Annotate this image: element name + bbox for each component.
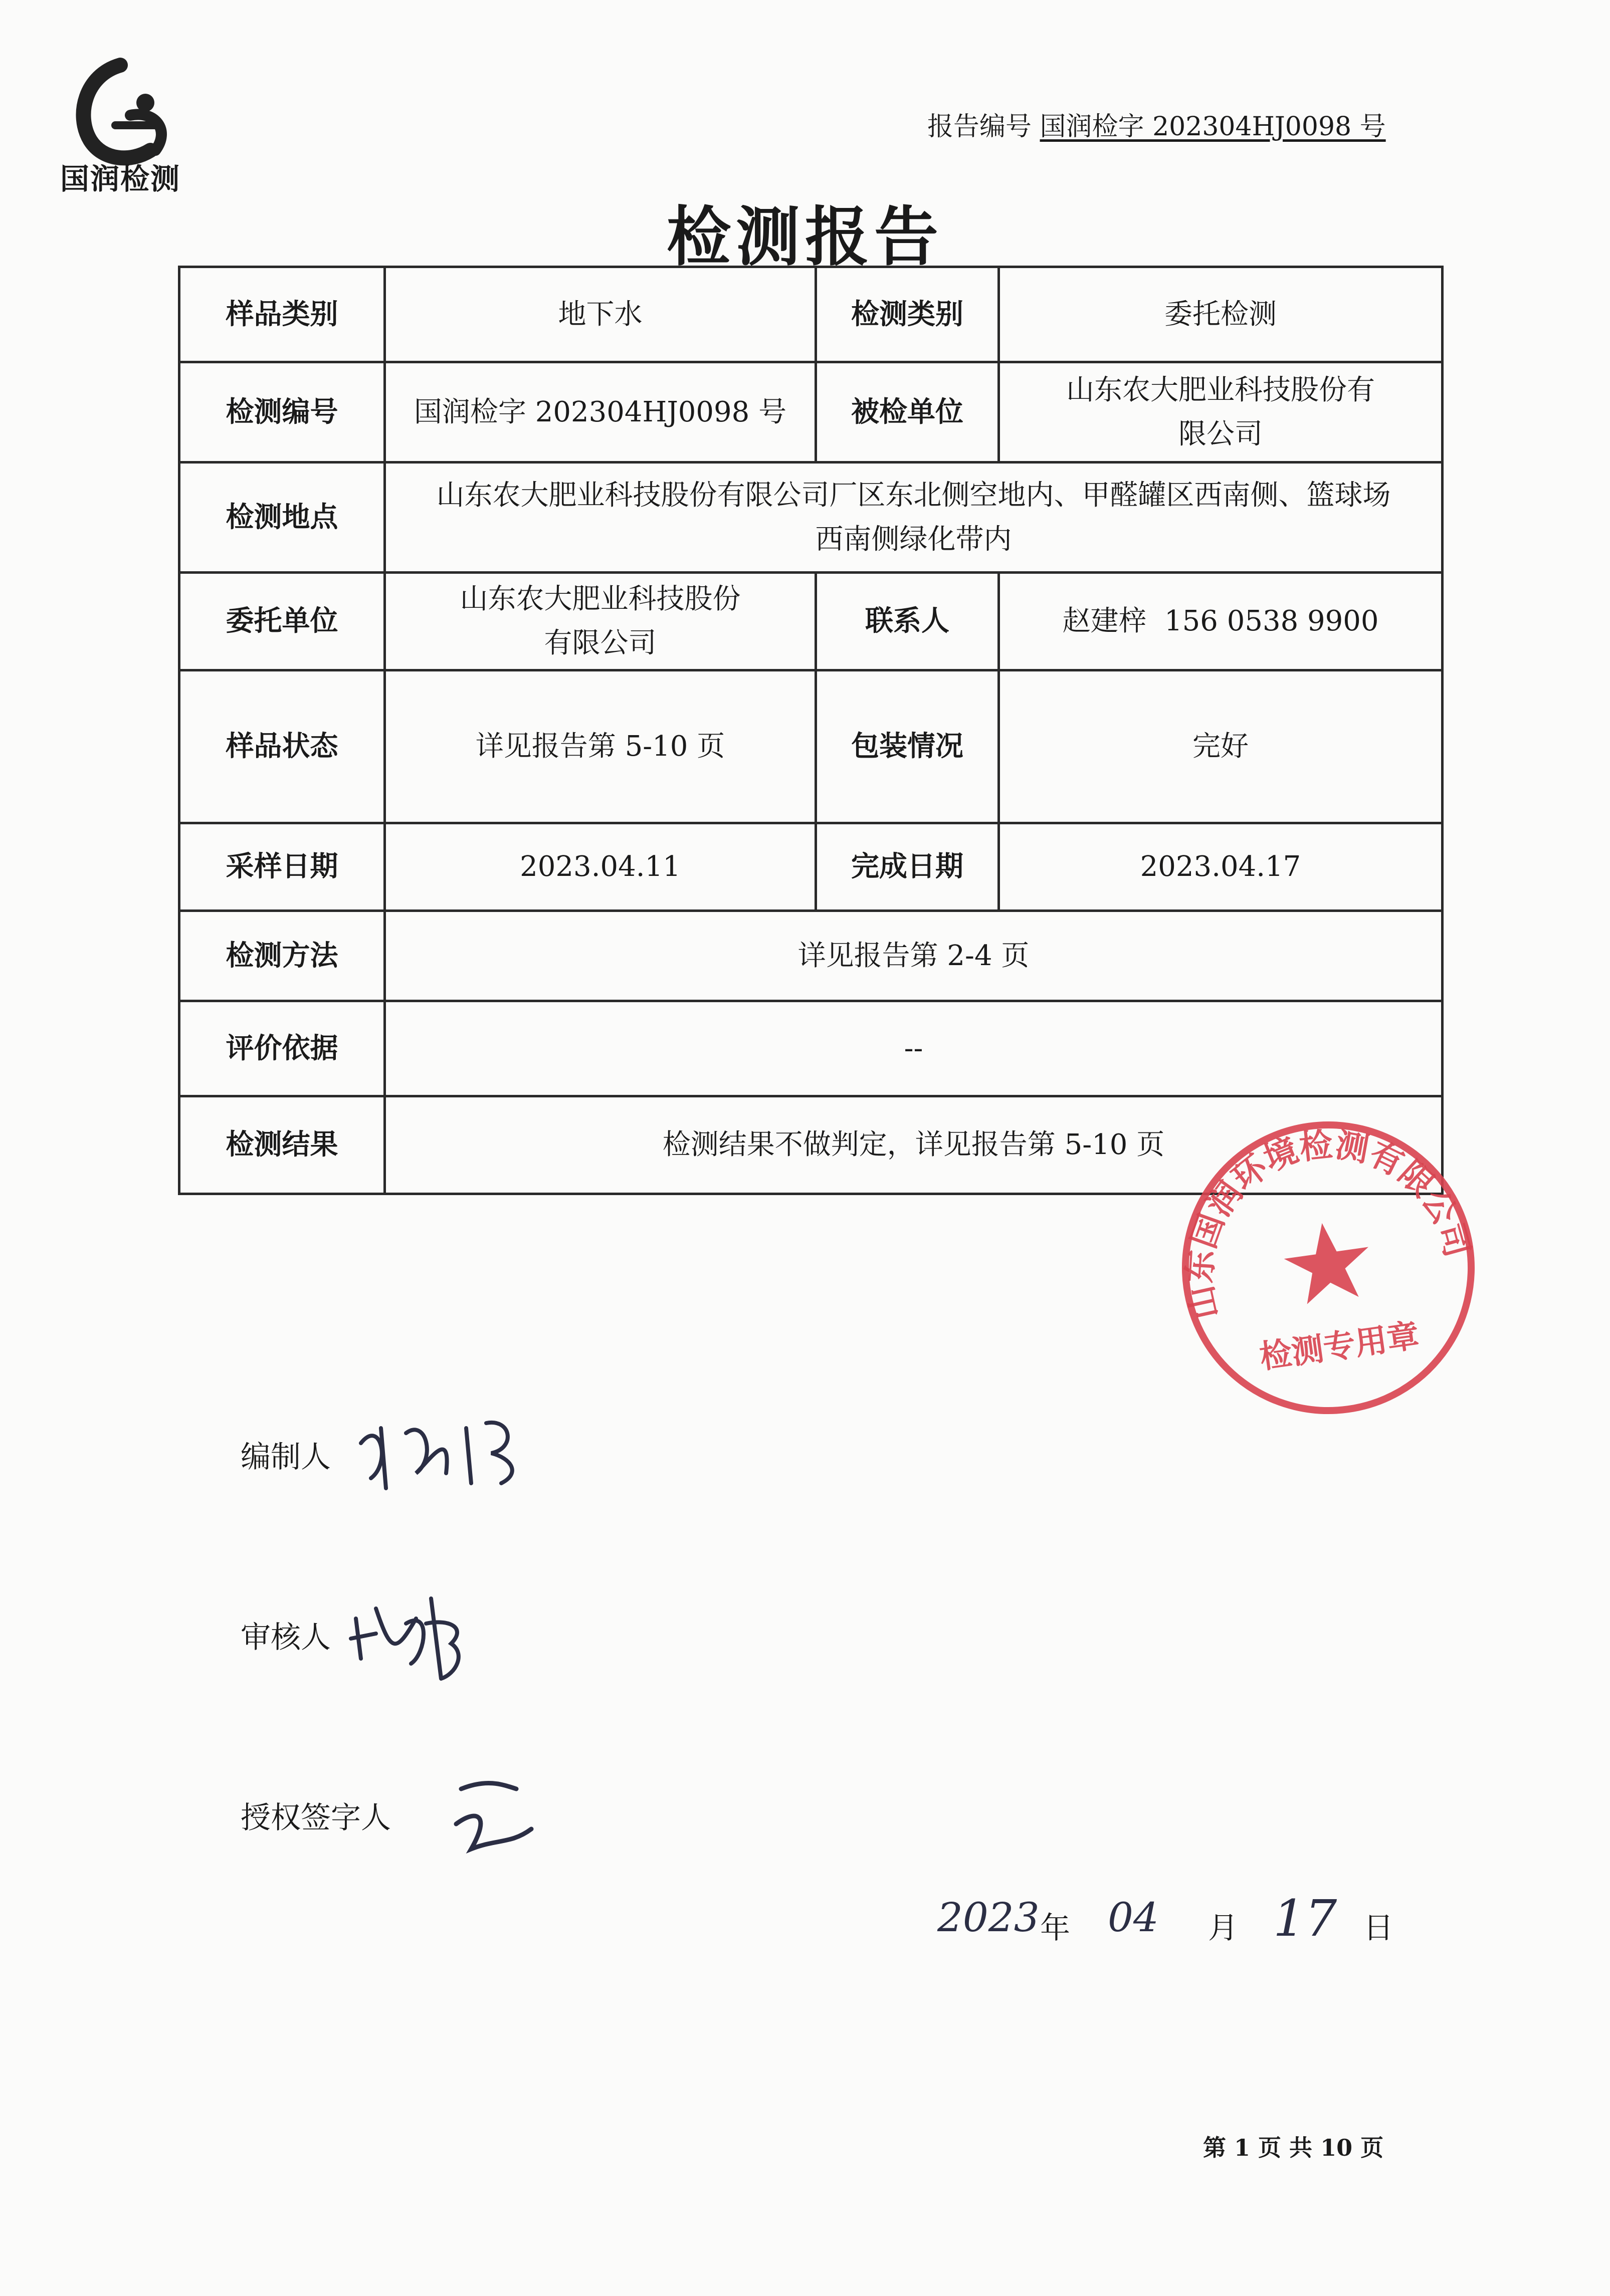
reviewer-signature (346, 1578, 476, 1694)
inspected-unit-value: 山东农大肥业科技股份有限公司 (999, 362, 1443, 463)
location-value: 山东农大肥业科技股份有限公司厂区东北侧空地内、甲醛罐区西南侧、篮球场西南侧绿化带内 (385, 463, 1443, 573)
date-month: 04 (1108, 1894, 1159, 1941)
page-title: 检测报告 (666, 200, 943, 275)
basis-value: -- (385, 1001, 1443, 1096)
date-day-unit: 日 (1363, 1911, 1393, 1946)
report-number (927, 105, 1386, 143)
method-value: 详见报告第 2-4 页 (385, 911, 1443, 1001)
date-year: 2023 (937, 1894, 1040, 1941)
location-label: 检测地点 (179, 463, 385, 573)
finish-date-label: 完成日期 (816, 823, 999, 911)
inspected-unit-label: 被检单位 (816, 362, 999, 463)
table-row (179, 670, 1443, 823)
packaging-value: 完好 (999, 670, 1443, 823)
sample-type-value: 地下水 (385, 267, 816, 362)
date-day: 17 (1273, 1889, 1337, 1948)
test-type-value: 委托检测 (999, 267, 1443, 362)
sample-type-label: 样品类别 (179, 267, 385, 362)
authorized-signer-label: 授权签字人 (241, 1800, 391, 1835)
svg-text:山东国润环境检测有限公司 (1168, 1117, 1481, 1323)
contact-value: 赵建梓 156 0538 9900 (999, 573, 1443, 670)
stamp-company-text: 山东国润环境检测有限公司 (1180, 1125, 1477, 1323)
date-month-unit: 月 (1208, 1911, 1238, 1946)
report-number-value: 国润检字 202304HJ0098 号 (1040, 112, 1386, 142)
sample-state-label: 样品状态 (179, 670, 385, 823)
report-info-table (178, 266, 1444, 1195)
date-year-unit: 年 (1040, 1911, 1070, 1946)
sampling-date-value: 2023.04.11 (385, 823, 816, 911)
test-type-label: 检测类别 (816, 267, 999, 362)
sampling-date-label: 采样日期 (179, 823, 385, 911)
result-label: 检测结果 (179, 1096, 385, 1194)
contact-label: 联系人 (816, 573, 999, 670)
authorized-signer-signature (446, 1769, 546, 1864)
table-row (179, 463, 1443, 573)
client-value: 山东农大肥业科技股份有限公司 (385, 573, 816, 670)
table-row (179, 1001, 1443, 1096)
finish-date-value: 2023.04.17 (999, 823, 1443, 911)
report-number-label: 报告编号 (927, 112, 1032, 142)
test-number-value: 国润检字 202304HJ0098 号 (385, 362, 816, 463)
compiler-label: 编制人 (241, 1440, 331, 1475)
table-row (179, 823, 1443, 911)
logo-text: 国润检测 (60, 162, 180, 196)
stamp-purpose-text: 检测专用章 (1257, 1317, 1422, 1376)
official-stamp (1168, 1117, 1489, 1418)
compiler-signature (351, 1398, 531, 1498)
report-date (937, 1889, 1439, 1949)
client-label: 委托单位 (179, 573, 385, 670)
table-row (179, 911, 1443, 1001)
table-row (179, 573, 1443, 670)
table-row (179, 362, 1443, 463)
result-value: 检测结果不做判定，详见报告第 5-10 页 (385, 1096, 1443, 1194)
sample-state-value: 详见报告第 5-10 页 (385, 670, 816, 823)
page-footer: 第 1 页 共 10 页 (1203, 2134, 1384, 2161)
packaging-label: 包装情况 (816, 670, 999, 823)
test-number-label: 检测编号 (179, 362, 385, 463)
reviewer-label: 审核人 (241, 1620, 331, 1655)
table-row (179, 267, 1443, 362)
method-label: 检测方法 (179, 911, 385, 1001)
basis-label: 评价依据 (179, 1001, 385, 1096)
